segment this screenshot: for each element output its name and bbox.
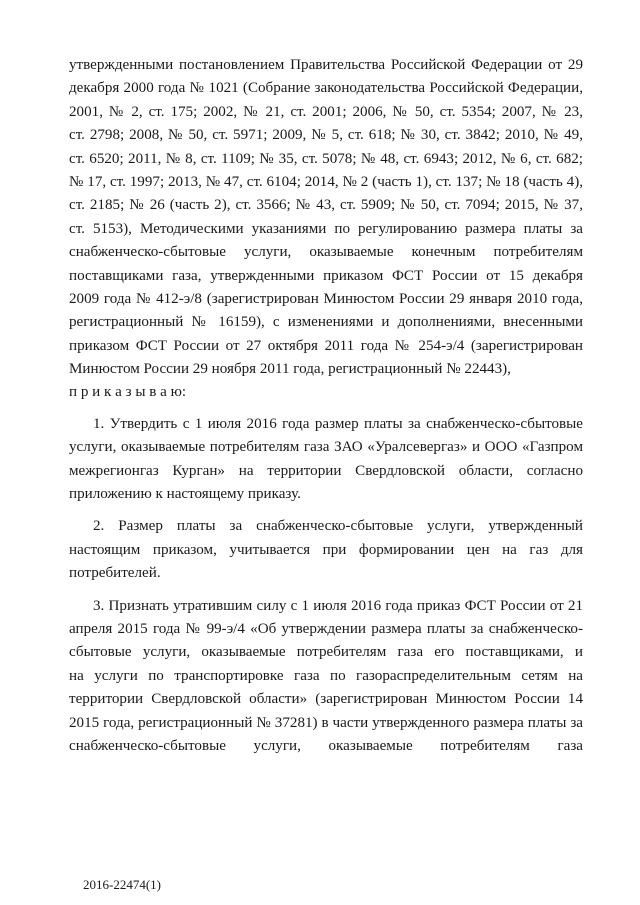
text-line: декабря 2000 года № 1021 (Собрание законодательства Российской Федерации, [69, 80, 583, 97]
text-line: межрегионгаз Курган» на территории Свердловской области, согласно [69, 462, 583, 479]
text-line: регистрационный № 16159), с изменениями и дополнениями, внесенными [69, 314, 583, 331]
text-line: территории Свердловской области» (зарегистрирован Минюстом России 14 [69, 691, 583, 708]
document-body [69, 54, 583, 758]
text-line: № 17, ст. 1997; 2013, № 47, ст. 6104; 2014, № 2 (часть 1), ст. 137; № 18 (часть 4), [69, 173, 583, 190]
text-line: снабженческо-сбытовые услуги, оказываемые конечным потребителям [69, 244, 583, 261]
text-line: потребителей. [69, 565, 161, 582]
text-line: 2001, № 2, ст. 175; 2002, № 21, ст. 2001; 2006, № 50, ст. 5354; 2007, № 23, [69, 103, 583, 120]
document-code-footer: 2016-22474(1) [83, 877, 161, 892]
text-line: на услуги по транспортировке газа по газораспределительным сетям на [69, 667, 583, 684]
text-line: 3. Признать утратившим силу с 1 июля 2016 года приказ ФСТ России от 21 [93, 597, 583, 614]
text-line: снабженческо-сбытовые услуги, оказываемые потребителям газа [69, 738, 583, 754]
text-line: 2015 года, регистрационный № 37281) в части утвержденного размера платы за [69, 714, 583, 731]
item-3-paragraph [69, 595, 583, 618]
text-line: 1. Утвердить с 1 июля 2016 года размер платы за снабженческо-сбытовые [93, 415, 583, 432]
item-1-paragraph [69, 413, 583, 436]
text-line: Минюстом России 29 ноября 2011 года, регистрационный № 22443), [69, 361, 511, 378]
text-line: ст. 2185; № 26 (часть 2), ст. 3566; № 43, ст. 5909; № 50, ст. 7094; 2015, № 37, [69, 197, 583, 214]
text-line: ст. 5153), Методическими указаниями по регулированию размера платы за [69, 220, 583, 237]
text-line: услуги, оказываемые потребителям газа ЗАО «Уралсевергаз» и ООО «Газпром [69, 439, 583, 456]
text-line: сбытовые услуги, оказываемые потребителям газа его поставщиками, и [69, 644, 583, 661]
text-line: 2. Размер платы за снабженческо-сбытовые услуги, утвержденный [93, 518, 583, 535]
text-line: ст. 2798; 2008, № 50, ст. 5971; 2009, № 5, ст. 618; № 30, ст. 3842; 2010, № 49, [69, 127, 583, 144]
intro-paragraph [69, 54, 583, 381]
item-2-paragraph [69, 515, 583, 538]
order-word: п р и к а з ы в а ю: [69, 384, 187, 401]
text-line: приказом ФСТ России от 27 октября 2011 года № 254-э/4 (зарегистрирован [69, 337, 583, 354]
text-line: утвержденными постановлением Правительства Российской Федерации от 29 [69, 57, 583, 73]
text-line: настоящим приказом, учитывается при формировании цен на газ для [69, 541, 583, 558]
text-line: поставщиками газа, утвержденными приказом ФСТ России от 15 декабря [69, 267, 583, 284]
text-line: приложению к настоящему приказу. [69, 486, 301, 503]
text-line: 2009 года № 412-э/8 (зарегистрирован Минюстом России 29 января 2010 года, [69, 290, 583, 307]
text-line: ст. 6520; 2011, № 8, ст. 1109; № 35, ст. 5078; № 48, ст. 6943; 2012, № 6, ст. 682; [69, 150, 583, 167]
text-line: апреля 2015 года № 99-э/4 «Об утверждении размера платы за снабженческо- [69, 621, 583, 638]
